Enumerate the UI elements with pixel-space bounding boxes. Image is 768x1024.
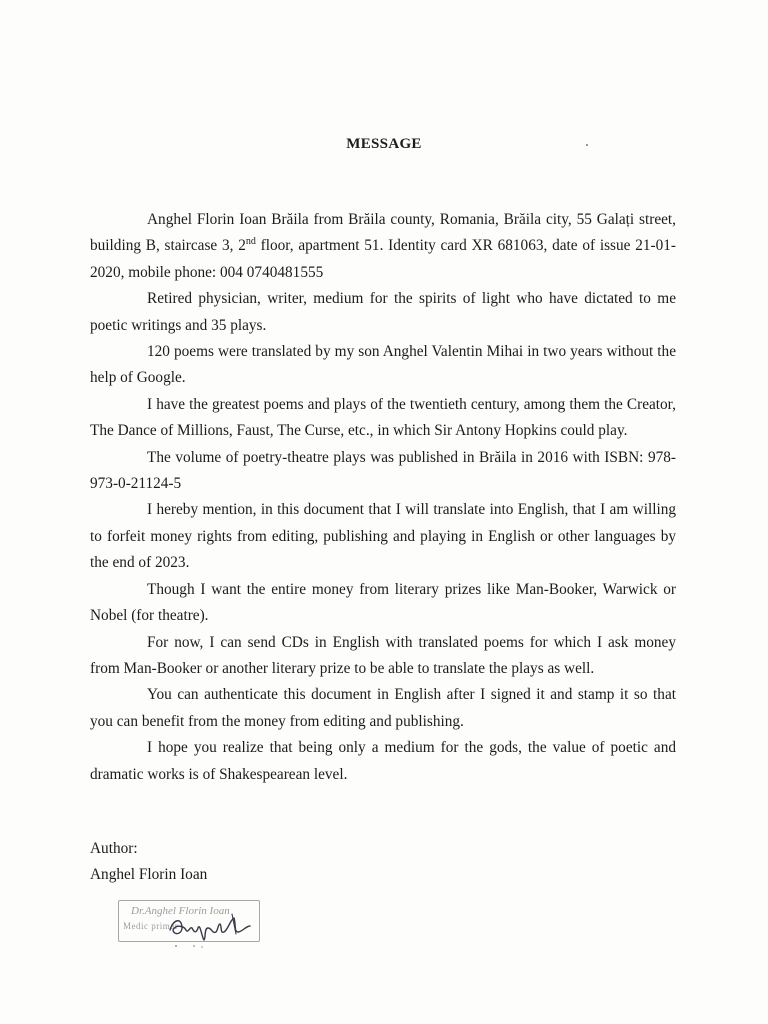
author-name: Anghel Florin Ioan (90, 866, 208, 884)
paragraph: I hereby mention, in this document that I will translate into English, that I am willing to forfeit money rights from editing, publishing and playing in English or other languages by the end of 2023. (90, 501, 676, 572)
author-label: Author: (90, 840, 138, 857)
paragraph: Though I want the entire money from literary prizes like Man-Booker, Warwick or Nobel (for theatre). (90, 580, 676, 625)
paragraph: I hope you realize that being only a medium for the gods, the value of poetic and dramatic works is of Shakespearean level. (90, 739, 676, 783)
stamp-line-title: Medic primar (123, 921, 179, 931)
document-title: MESSAGE (346, 136, 422, 152)
author-block (90, 836, 207, 889)
signature-specks (170, 942, 210, 950)
address-text-start: Anghel Florin Ioan Brăila from Brăila county, Romania, Brăila city, 55 Galați street, building B, staircase 3, 2 (90, 211, 676, 255)
paragraph: 120 poems were translated by my son Anghel Valentin Mihai in two years without the help of Google. (90, 343, 676, 387)
address-text-end: floor, apartment 51. Identity card XR 681063, date of issue 21-01-2020, mobile phone: 004 0740481555 (90, 237, 676, 281)
stamp-line-name: Dr.Anghel Florin Ioan (131, 905, 230, 917)
paragraph: The volume of poetry-theatre plays was published in Brăila in 2016 with ISBN: 978-973-0-21124-5 (90, 448, 676, 493)
paragraph: I have the greatest poems and plays of the twentieth century, among them the Creator, The Dance of Millions, Faust, The Curse, etc., in which Sir Antony Hopkins could play. (90, 395, 676, 440)
paragraph: For now, I can send CDs in English with translated poems for which I ask money from Man-Booker or another literary prize to be able to translate the plays as well. (90, 633, 676, 677)
scan-speck (586, 144, 588, 146)
paragraph-address (90, 207, 676, 286)
paragraph: Retired physician, writer, medium for the spirits of light who have dictated to me poetic writings and 35 plays. (90, 290, 676, 334)
handwritten-signature (160, 904, 260, 944)
floor-ordinal-suffix: nd (245, 236, 256, 248)
paragraph: You can authenticate this document in English after I signed it and stamp it so that you can benefit from the money from editing and publishing. (90, 686, 676, 730)
message-body (90, 207, 676, 788)
